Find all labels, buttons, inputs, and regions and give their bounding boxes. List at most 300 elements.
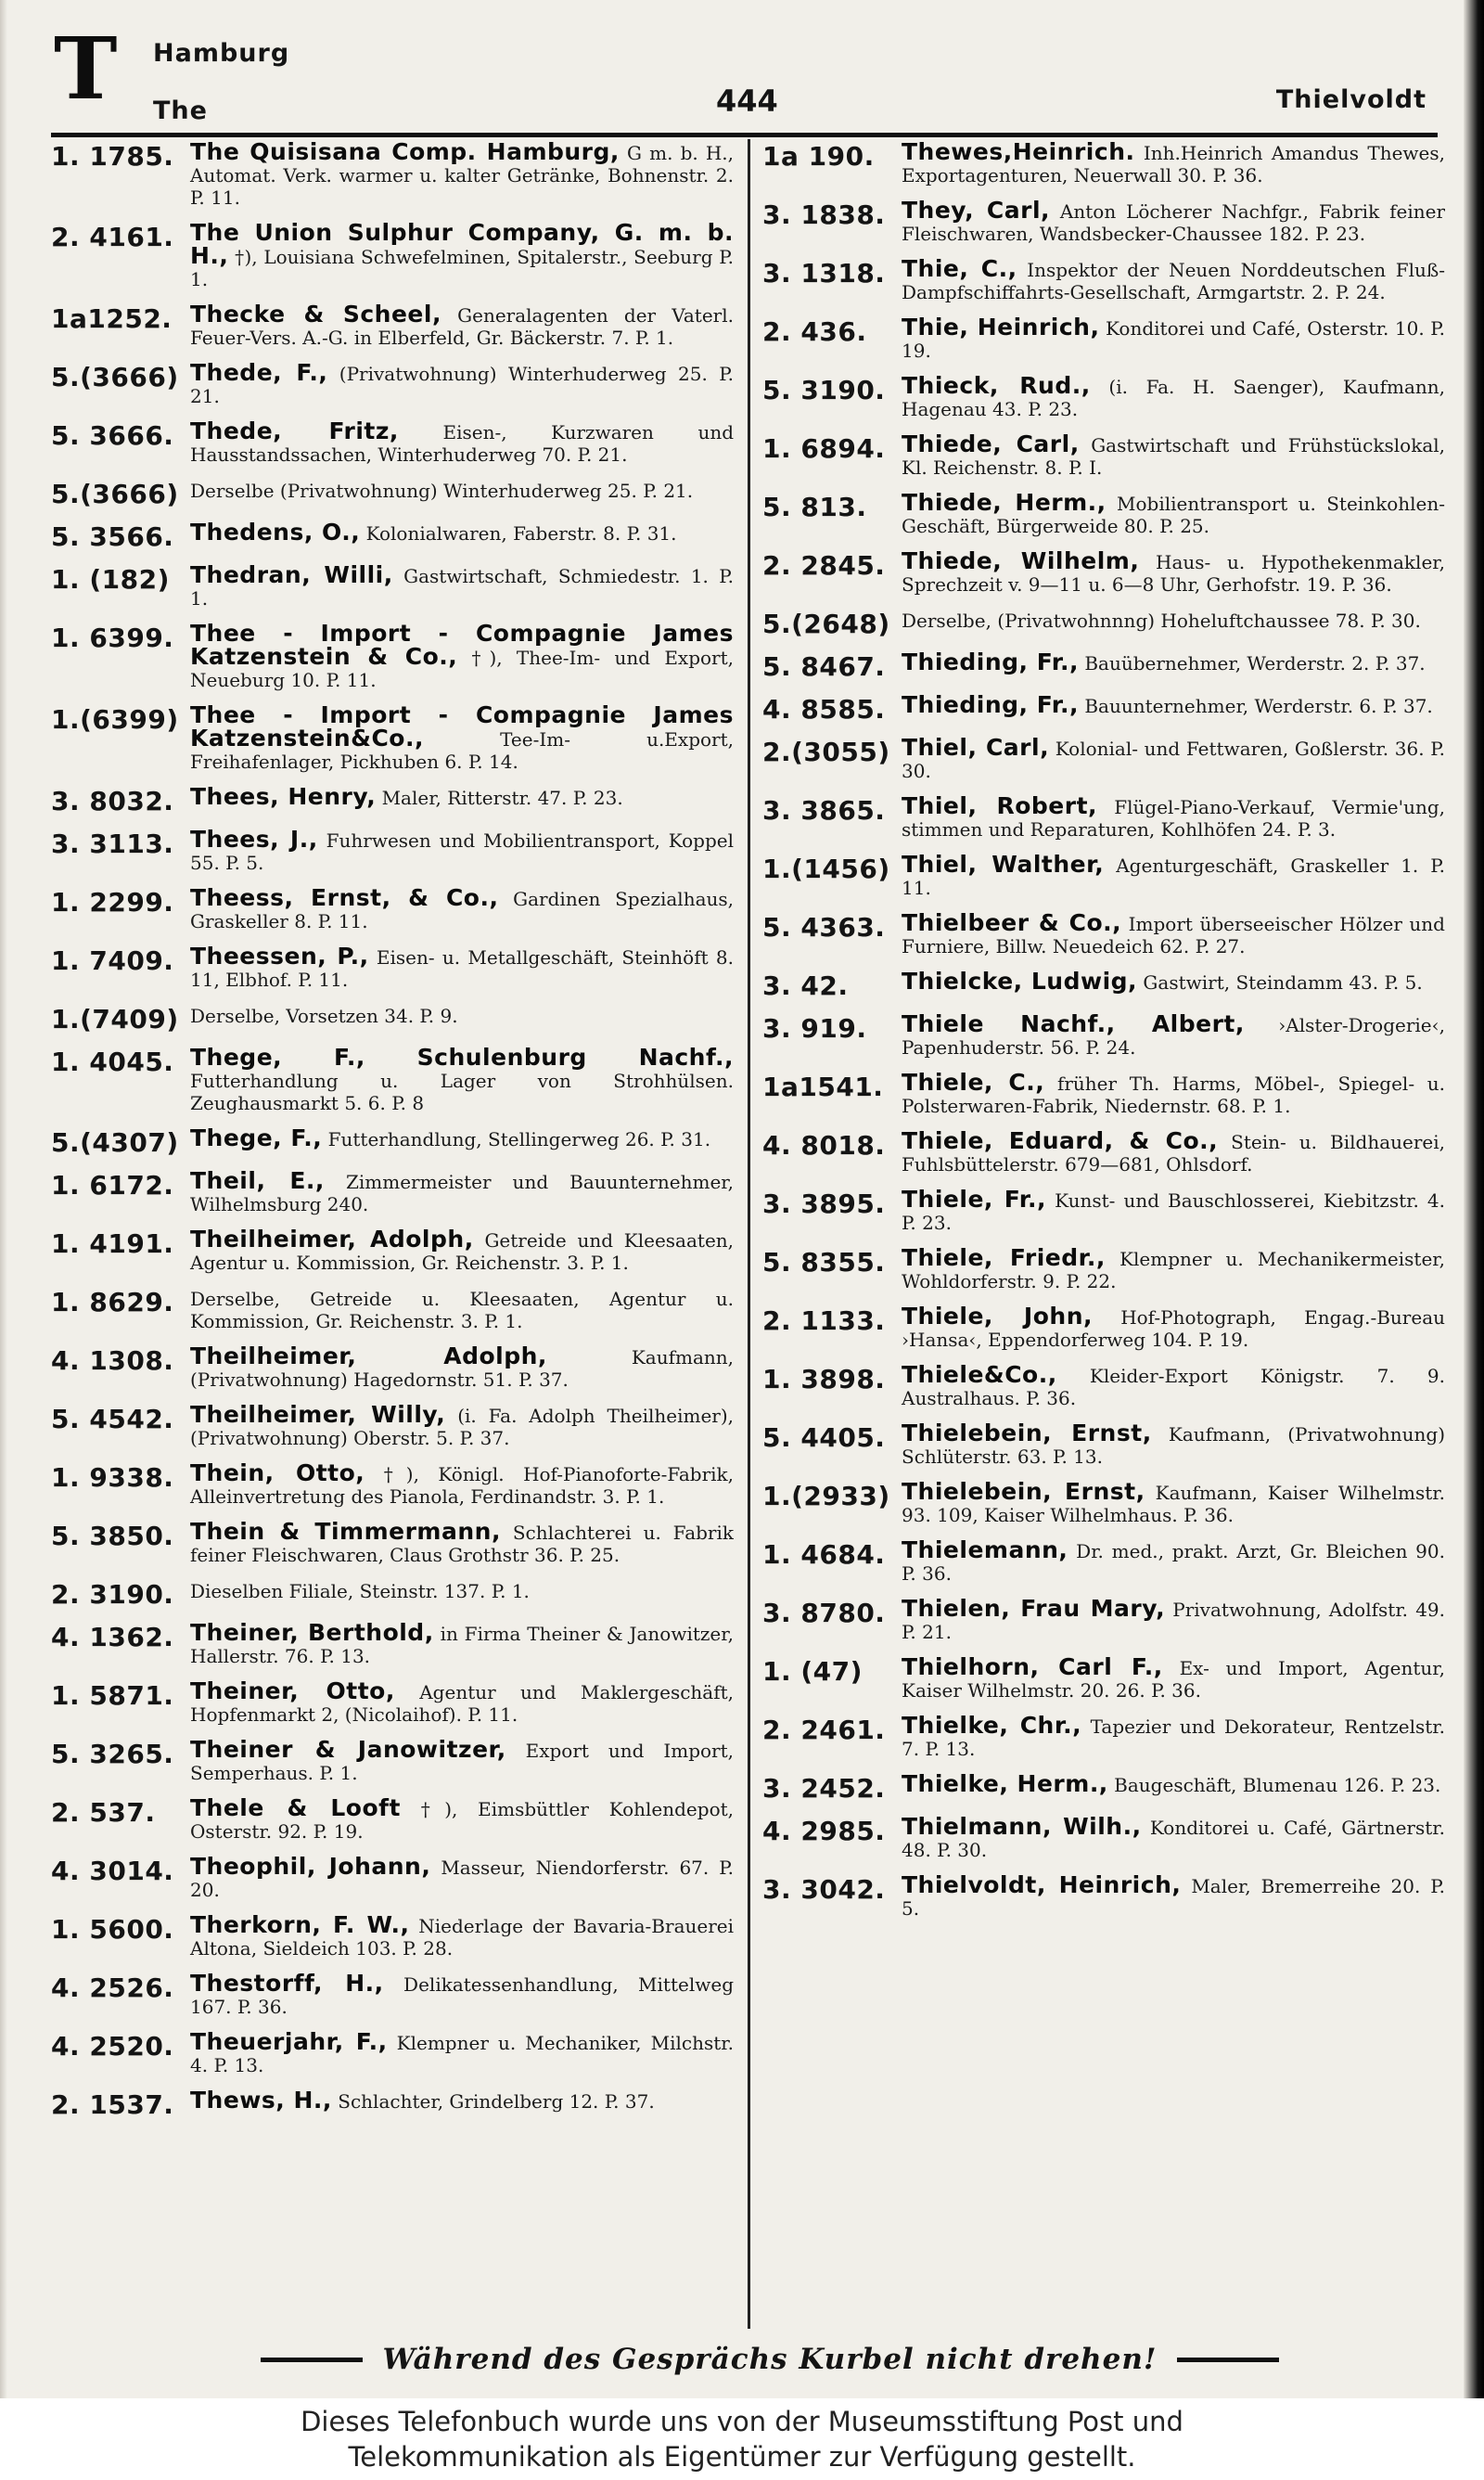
subscriber-name: The Union Sulphur Company, G. m. b. H., (190, 219, 734, 269)
subscriber-name: Theiner & Janowitzer, (190, 1736, 506, 1763)
directory-entry (762, 1871, 1445, 1920)
subscriber-name: Thews, H., (190, 2087, 332, 2114)
entry-text (190, 1794, 734, 1843)
phone-number: 2. 537. (51, 1797, 156, 1828)
subscriber-name: Theil, E., (190, 1167, 325, 1194)
slogan-rule-left (261, 2358, 363, 2362)
column-divider (748, 139, 750, 2329)
subscriber-name: Thiel, Walther, (902, 851, 1105, 878)
entry-text (190, 479, 734, 502)
directory-entry (51, 1124, 734, 1158)
subscriber-details: früher Th. Harms, Möbel-, Spiegel- u. Polsterwaren-Fabrik, Niedernstr. 68. P. 1. (902, 1073, 1445, 1117)
directory-entry (51, 303, 734, 349)
entry-text (190, 2089, 734, 2113)
subscriber-details: Gastwirt, Steindamm 43. P. 5. (1143, 971, 1423, 994)
subscriber-details: Dr. med., prakt. Arzt, Gr. Bleichen 90. P. 36. (902, 1540, 1445, 1585)
subscriber-name: Thielebein, Ernst, (902, 1420, 1152, 1446)
subscriber-name: Theess, Ernst, & Co., (190, 884, 499, 911)
entry-text (190, 1459, 734, 1508)
entry-text (902, 651, 1445, 675)
phone-number: 3. 3042. (762, 1874, 886, 1905)
entry-text (902, 547, 1445, 596)
phone-number: 1. 7409. (51, 945, 174, 976)
subscriber-details: Baugeschäft, Blumenau 126. P. 23. (1114, 1774, 1441, 1796)
phone-number: 5. 3666. (51, 420, 174, 451)
entry-text (902, 1813, 1445, 1861)
directory-entry (762, 1422, 1445, 1468)
directory-entry (51, 1853, 734, 1901)
subscriber-details: Derselbe (Privatwohnung) Winterhuderweg 25. P. 21. (190, 480, 694, 502)
subscriber-details: Flügel-Piano-Verkauf, Vermie'ung, stimmen und Reparaturen, Kohlhöfen 24. P. 3. (902, 796, 1445, 841)
directory-entry (762, 734, 1445, 782)
entry-text (902, 691, 1445, 718)
phone-number: 4. 2526. (51, 1972, 174, 2003)
entry-text (190, 1124, 734, 1151)
entry-text (190, 1167, 734, 1215)
footer-slogan (158, 2336, 1382, 2383)
entry-text (902, 1422, 1445, 1468)
subscriber-details: Getreide und Kleesaaten, Agentur u. Kommission, Gr. Reichenstr. 3. P. 1. (190, 1229, 734, 1274)
subscriber-name: Thielebein, Ernst, (902, 1478, 1145, 1505)
subscriber-details: Derselbe, Vorsetzen 34. P. 9. (190, 1005, 458, 1027)
entry-text (902, 1361, 1445, 1409)
phone-number: 2. 1133. (762, 1305, 886, 1336)
slogan-text: Während des Gesprächs Kurbel nicht drehen! (382, 2343, 1158, 2376)
entry-text (902, 489, 1445, 537)
left-column (51, 141, 734, 2321)
phone-number: 3. 8032. (51, 786, 174, 816)
entry-text (902, 1069, 1445, 1117)
subscriber-name: Thege, F., Schulenburg Nachf., (190, 1044, 734, 1071)
phone-number: 5. 3850. (51, 1521, 174, 1551)
directory-entry (51, 2028, 734, 2076)
subscriber-name: Thein & Timmermann, (190, 1518, 501, 1545)
entry-text (902, 609, 1445, 632)
entry-text (902, 1186, 1445, 1234)
subscriber-details: Stein- u. Bildhauerei, Fuhlsbüttelerstr. 679—681, Ohlsdorf. (902, 1131, 1445, 1176)
subscriber-name: Theophil, Johann, (190, 1853, 431, 1880)
subscriber-details: Import überseeischer Hölzer und Furniere, Billw. Neuedeich 62. P. 27. (902, 913, 1445, 957)
subscriber-name: Thielvoldt, Heinrich, (902, 1871, 1182, 1898)
subscriber-name: Thee - Import - Compagnie James Katzenstein & Co., (190, 620, 734, 670)
right-column (762, 141, 1445, 2321)
subscriber-details: Mobilientransport u. Steinkohlen-Geschäft, Bürgerweide 80. P. 25. (902, 493, 1445, 537)
entry-text (902, 1770, 1445, 1797)
entry-text (190, 1345, 734, 1391)
entry-text (190, 420, 734, 466)
subscriber-details: Maler, Ritterstr. 47. P. 23. (381, 787, 623, 809)
subscriber-name: Thielemann, (902, 1536, 1068, 1563)
subscriber-details: (i. Fa. H. Saenger), Kaufmann, Hagenau 43. P. 23. (902, 376, 1445, 420)
directory-entry (762, 1305, 1445, 1351)
phone-number: 1. (182) (51, 564, 170, 595)
directory-entry (51, 2089, 734, 2119)
directory-entry (762, 1069, 1445, 1117)
directory-entry (51, 1794, 734, 1843)
subscriber-name: Thiele Nachf., Albert, (902, 1010, 1245, 1037)
subscriber-details: Kolonial- und Fettwaren, Goßlerstr. 36. P. 30. (902, 738, 1445, 782)
phone-number: 3. 919. (762, 1013, 867, 1044)
phone-number: 5.(2648) (762, 609, 890, 639)
directory-entry (762, 1712, 1445, 1760)
phone-number: 2. 4161. (51, 222, 174, 252)
directory-entry (51, 141, 734, 209)
subscriber-name: Thedran, Willi, (190, 561, 393, 588)
directory-entry (51, 1345, 734, 1391)
directory-entry (762, 199, 1445, 245)
directory-entry (762, 316, 1445, 362)
phone-number: 1.(1456) (762, 854, 890, 884)
phone-number: 5.(3666) (51, 479, 179, 509)
subscriber-name: Therkorn, F. W., (190, 1911, 410, 1938)
directory-entry (51, 1004, 734, 1034)
phone-number: 4. 8018. (762, 1130, 886, 1161)
directory-entry (762, 1478, 1445, 1526)
entry-text (902, 1595, 1445, 1643)
subscriber-details: Klempner u. Mechanikermeister, Wohldorferstr. 9. P. 22. (902, 1248, 1445, 1292)
entry-text (190, 359, 734, 407)
subscriber-name: Thiele, C., (902, 1069, 1045, 1096)
page-left-edge (0, 0, 7, 2398)
directory-entry (762, 1361, 1445, 1409)
subscriber-details: ›Alster-Drogerie‹, Papenhuderstr. 56. P. 24. (902, 1014, 1445, 1059)
subscriber-name: Theilheimer, Willy, (190, 1401, 446, 1428)
directory-entry (51, 219, 734, 290)
subscriber-name: Thielcke, Ludwig, (902, 968, 1138, 995)
subscriber-name: Thieding, Fr., (902, 649, 1079, 675)
subscriber-details: Inspektor der Neuen Norddeutschen Fluß-Dampfschiffahrts-Gesellschaft, Armgartstr. 2. P. 24. (902, 259, 1445, 303)
entry-text (902, 1871, 1445, 1920)
directory-entry (51, 1287, 734, 1332)
entry-text (190, 1579, 734, 1602)
directory-entry (51, 826, 734, 874)
entry-text (190, 620, 734, 691)
entry-text (190, 783, 734, 810)
directory-entry (51, 783, 734, 816)
phone-number: 2. 1537. (51, 2089, 174, 2120)
phone-number: 3. 2452. (762, 1773, 886, 1804)
phone-number: 2. 3190. (51, 1579, 174, 1610)
subscriber-details: Gardinen Spezialhaus, Graskeller 8. P. 11. (190, 888, 734, 932)
directory-entry (762, 489, 1445, 537)
phone-number: 3. 8780. (762, 1598, 886, 1628)
subscriber-details: Eisen-, Kurzwaren und Hausstandssachen, Winterhuderweg 70. P. 21. (190, 421, 734, 466)
directory-entry (51, 1579, 734, 1609)
subscriber-name: Thees, J., (190, 826, 318, 853)
page-header (0, 0, 1465, 139)
subscriber-details: Hof-Photograph, Engag.-Bureau ›Hansa‹, Eppendorferweg 104. P. 19. (902, 1306, 1445, 1351)
directory-entry (762, 1010, 1445, 1059)
subscriber-details: Kleider-Export Königstr. 7. 9. Australhaus. P. 36. (902, 1365, 1445, 1409)
slogan-rule-right (1177, 2358, 1279, 2362)
directory-entry (51, 1619, 734, 1667)
entry-text (190, 1619, 734, 1667)
phone-number: 1. 6894. (762, 433, 886, 464)
entry-text (190, 2028, 734, 2076)
subscriber-name: Thiede, Wilhelm, (902, 547, 1140, 574)
phone-number: 1. 6399. (51, 623, 174, 653)
subscriber-name: Thiele&Co., (902, 1361, 1057, 1388)
directory-entry (762, 609, 1445, 638)
directory-entry (762, 1595, 1445, 1643)
section-letter: T (54, 19, 118, 119)
phone-number: 2. 2461. (762, 1715, 886, 1745)
entry-text (902, 199, 1445, 245)
phone-number: 2. 436. (762, 316, 867, 347)
entry-text (902, 1478, 1445, 1526)
subscriber-details: Generalagenten der Vaterl. Feuer-Vers. A.-G. in Elberfeld, Gr. Bäckerstr. 7. P. 1. (190, 304, 734, 349)
phone-number: 1. 6172. (51, 1170, 174, 1201)
entry-text (902, 970, 1445, 994)
phone-number: 3. 42. (762, 970, 849, 1001)
subscriber-details: Schlachterei u. Fabrik feiner Fleischwaren, Claus Grothstr 36. P. 25. (190, 1522, 734, 1566)
entry-text (190, 1004, 734, 1027)
directory-entry (51, 1911, 734, 1960)
phone-number: 2.(3055) (762, 737, 890, 767)
subscriber-name: Thiel, Robert, (902, 792, 1098, 819)
phone-number: 5. 4405. (762, 1422, 886, 1453)
phone-number: 5. 3265. (51, 1739, 174, 1769)
phone-number: 5.(3666) (51, 362, 179, 392)
subscriber-name: Thielhorn, Carl F., (902, 1653, 1163, 1680)
entry-text (190, 1401, 734, 1449)
entry-text (190, 1736, 734, 1784)
subscriber-name: Theessen, P., (190, 943, 369, 970)
subscriber-name: Thielke, Chr., (902, 1712, 1082, 1739)
directory-entry (51, 1736, 734, 1784)
subscriber-details: Klempner u. Mechaniker, Milchstr. 4. P. 13. (190, 2032, 734, 2076)
subscriber-name: Thein, Otto, (190, 1459, 365, 1486)
subscriber-details: Tee-Im- u.Export, Freihafenlager, Pickhuben 6. P. 14. (190, 728, 734, 773)
subscriber-name: Thestorff, H., (190, 1970, 384, 1997)
entry-text (190, 826, 734, 874)
directory-entry (51, 1677, 734, 1726)
subscriber-name: Theiner, Berthold, (190, 1619, 434, 1646)
phone-number: 3. 1318. (762, 258, 886, 289)
subscriber-name: Thiede, Herm., (902, 489, 1107, 516)
phone-number: 4. 2520. (51, 2031, 174, 2062)
directory-entry (51, 359, 734, 407)
phone-number: 3. 1838. (762, 199, 886, 230)
directory-entry (51, 1459, 734, 1508)
subscriber-name: Theilheimer, Adolph, (190, 1226, 474, 1253)
entry-text (190, 1044, 734, 1114)
subscriber-details: Gastwirtschaft und Frühstückslokal, Kl. Reichenstr. 8. P. I. (902, 434, 1445, 479)
phone-number: 5. 4363. (762, 912, 886, 943)
entry-text (190, 884, 734, 932)
subscriber-name: Thiel, Carl, (902, 734, 1050, 761)
entry-text (190, 1287, 734, 1332)
entry-text (902, 1010, 1445, 1059)
directory-entry (762, 651, 1445, 681)
subscriber-details: Maler, Bremerreihe 20. P. 5. (902, 1875, 1445, 1920)
phone-number: 1. 5871. (51, 1680, 174, 1711)
entry-text (902, 1653, 1445, 1702)
subscriber-details: Eisen- u. Metallgeschäft, Steinhöft 8. 11, Elbhof. P. 11. (190, 946, 734, 991)
subscriber-details: Fuhrwesen und Mobilientransport, Koppel 55. P. 5. (190, 829, 734, 874)
city-name: Hamburg (153, 39, 290, 68)
subscriber-details: Agentur und Maklergeschäft, Hopfenmarkt 2, (Nicolaihof). P. 11. (190, 1681, 734, 1726)
entry-text (190, 1228, 734, 1274)
subscriber-details: Schlachter, Grindelberg 12. P. 37. (338, 2090, 655, 2113)
subscriber-name: Thege, F., (190, 1124, 323, 1151)
directory-entry (762, 141, 1445, 186)
entry-text (902, 316, 1445, 362)
subscriber-details: (i. Fa. Adolph Theilheimer), (Privatwohnung) Oberstr. 5. P. 37. (190, 1405, 734, 1449)
phone-number: 5. 3566. (51, 521, 174, 552)
subscriber-details: †), Louisiana Schwefelminen, Spitalerstr., Seeburg P. 1. (190, 246, 734, 290)
subscriber-details: Inh.Heinrich Amandus Thewes, Exportagenturen, Neuerwall 30. P. 36. (902, 142, 1445, 186)
entry-text (190, 701, 734, 773)
directory-entry (762, 1813, 1445, 1861)
subscriber-details: †), Eimsbüttler Kohlendepot, Osterstr. 92. P. 19. (190, 1798, 734, 1843)
directory-entry (51, 561, 734, 610)
phone-number: 4. 3014. (51, 1856, 174, 1886)
subscriber-details: Export und Import, Semperhaus. P. 1. (190, 1740, 734, 1784)
directory-entry (51, 1228, 734, 1274)
subscriber-name: Thees, Henry, (190, 783, 377, 810)
entry-text (190, 1853, 734, 1901)
caption-line-1: Dieses Telefonbuch wurde uns von der Museumsstiftung Post und (301, 2406, 1183, 2437)
phone-number: 1a1252. (51, 303, 173, 334)
phone-number: 1. (47) (762, 1656, 863, 1687)
directory-entry (762, 691, 1445, 725)
phone-number: 5.(4307) (51, 1127, 179, 1158)
subscriber-details: G m. b. H., Automat. Verk. warmer u. kalter Getränke, Bohnenstr. 2. P. 11. (190, 142, 734, 209)
subscriber-details: Kolonialwaren, Faberstr. 8. P. 31. (365, 522, 677, 545)
subscriber-details: Konditorei u. Café, Gärtnerstr. 48. P. 30. (902, 1817, 1445, 1861)
subscriber-details: in Firma Theiner & Janowitzer, Hallerstr. 76. P. 13. (190, 1623, 734, 1667)
phone-number: 5. 3190. (762, 375, 886, 405)
directory-entry (51, 1518, 734, 1566)
phone-number: 3. 3865. (762, 795, 886, 826)
entry-text (902, 1127, 1445, 1176)
phone-number: 4. 2985. (762, 1816, 886, 1846)
directory-entry (762, 1244, 1445, 1292)
subscriber-details: Haus- u. Hypothekenmakler, Sprechzeit v. 9—11 u. 6—8 Uhr, Gerhofstr. 19. P. 36. (902, 551, 1445, 596)
phone-number: 1. 8629. (51, 1287, 174, 1317)
phone-number: 1a1541. (762, 1072, 884, 1102)
phone-number: 1.(7409) (51, 1004, 179, 1034)
entry-text (902, 1244, 1445, 1292)
phone-number: 1. 5600. (51, 1914, 174, 1945)
subscriber-name: Thielen, Frau Mary, (902, 1595, 1166, 1622)
directory-entry (51, 884, 734, 932)
entry-text (902, 734, 1445, 782)
subscriber-details: Konditorei und Café, Osterstr. 10. P. 19. (902, 317, 1445, 362)
range-start-keyword: The (153, 96, 208, 125)
phone-number: 3. 3895. (762, 1189, 886, 1219)
phone-number: 5. 4542. (51, 1404, 174, 1434)
phone-number: 4. 1308. (51, 1345, 174, 1376)
entry-text (190, 1518, 734, 1566)
subscriber-name: They, Carl, (902, 197, 1051, 224)
subscriber-details: Agenturgeschäft, Graskeller 1. P. 11. (902, 855, 1445, 899)
directory-entry (762, 1186, 1445, 1234)
directory-entry (762, 851, 1445, 899)
directory-entry (762, 909, 1445, 957)
subscriber-name: Thele & Looft (190, 1794, 401, 1821)
directory-entry (762, 430, 1445, 479)
subscriber-details: Derselbe, (Privatwohnnng) Hoheluftchaussee 78. P. 30. (902, 610, 1421, 632)
subscriber-name: Thiele, Friedr., (902, 1244, 1106, 1271)
subscriber-name: Thedens, O., (190, 519, 361, 546)
directory-entry (51, 1167, 734, 1215)
subscriber-name: Thiele, Fr., (902, 1186, 1047, 1213)
subscriber-details: Derselbe, Getreide u. Kleesaaten, Agentur u. Kommission, Gr. Reichenstr. 3. P. 1. (190, 1288, 734, 1332)
subscriber-details: Kaufmann, Kaiser Wilhelmstr. 93. 109, Kaiser Wilhelmhaus. P. 36. (902, 1482, 1445, 1526)
subscriber-name: Thede, F., (190, 359, 328, 386)
subscriber-name: Thewes,Heinrich. (902, 141, 1135, 165)
subscriber-name: The Quisisana Comp. Hamburg, (190, 141, 620, 165)
subscriber-name: Thielke, Herm., (902, 1770, 1108, 1797)
subscriber-name: Theiner, Otto, (190, 1677, 395, 1704)
directory-entry (762, 1653, 1445, 1702)
directory-entry (51, 420, 734, 466)
phone-number: 1. 4045. (51, 1047, 174, 1077)
subscriber-details: Masseur, Niendorferstr. 67. P. 20. (190, 1857, 734, 1901)
subscriber-name: Thieding, Fr., (902, 691, 1079, 718)
entry-text (190, 219, 734, 290)
subscriber-name: Thee - Import - Compagnie James Katzenstein&Co., (190, 701, 734, 752)
subscriber-name: Thielmann, Wilh., (902, 1813, 1142, 1840)
page-number: 444 (716, 84, 778, 119)
entry-text (902, 141, 1445, 186)
subscriber-details: Delikatessenhandlung, Mittelweg 167. P. 36. (190, 1973, 734, 2018)
phone-number: 4. 8585. (762, 694, 886, 725)
entry-text (190, 521, 734, 545)
subscriber-details: Dieselben Filiale, Steinstr. 137. P. 1. (190, 1580, 530, 1602)
directory-entry (51, 945, 734, 991)
subscriber-details: (Privatwohnung) Winterhuderweg 25. P. 21. (190, 363, 734, 407)
subscriber-details: Tapezier und Dekorateur, Rentzelstr. 7. P. 13. (902, 1715, 1445, 1760)
entry-text (190, 303, 734, 349)
phone-number: 1.(2933) (762, 1481, 890, 1511)
directory-entry (762, 792, 1445, 841)
directory-entry (762, 547, 1445, 596)
subscriber-details: Futterhandlung u. Lager von Strohhülsen. Zeughausmarkt 5. 6. P. 8 (190, 1070, 734, 1114)
directory-entry (762, 970, 1445, 1000)
subscriber-name: Thie, C., (902, 255, 1017, 282)
directory-entry (762, 1127, 1445, 1176)
subscriber-name: Thiele, John, (902, 1303, 1093, 1330)
subscriber-name: Theilheimer, Adolph, (190, 1343, 547, 1369)
subscriber-details: Zimmermeister und Bauunternehmer, Wilhelmsburg 240. (190, 1171, 734, 1215)
directory-entry (762, 1770, 1445, 1804)
entry-text (190, 561, 734, 610)
entry-text (902, 1536, 1445, 1585)
subscriber-details: Kaufmann, (Privatwohnung) Hagedornstr. 51. P. 37. (190, 1346, 734, 1391)
entry-text (190, 1677, 734, 1726)
phone-number: 1. 1785. (51, 141, 174, 172)
entry-text (902, 1712, 1445, 1760)
subscriber-name: Thede, Fritz, (190, 418, 399, 444)
phone-number: 1. 4191. (51, 1228, 174, 1259)
directory-entry (762, 255, 1445, 303)
subscriber-details: Ex- und Import, Agentur, Kaiser Wilhelmstr. 20. 26. P. 36. (902, 1657, 1445, 1702)
phone-number: 1.(6399) (51, 704, 179, 735)
phone-number: 3. 3113. (51, 829, 174, 859)
directory-entry (762, 1536, 1445, 1585)
caption-line-2: Telekommunikation als Eigentümer zur Verfügung gestellt. (348, 2441, 1136, 2473)
directory-entry (51, 479, 734, 508)
subscriber-name: Thie, Heinrich, (902, 314, 1100, 341)
phone-number: 5. 8355. (762, 1247, 886, 1278)
subscriber-name: Thiede, Carl, (902, 430, 1080, 457)
subscriber-details: Futterhandlung, Stellingerweg 26. P. 31. (327, 1128, 711, 1150)
directory-entry (51, 620, 734, 691)
subscriber-details: Kunst- und Bauschlosserei, Kiebitzstr. 4. P. 23. (902, 1189, 1445, 1234)
